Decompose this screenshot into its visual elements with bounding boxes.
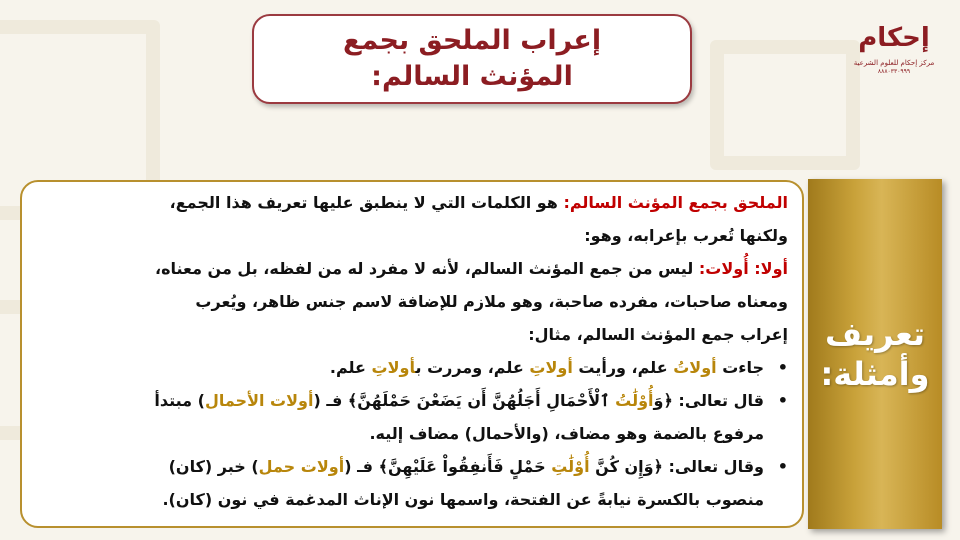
first-item-line-3: إعراب جمع المؤنث السالم، مثال: — [528, 325, 788, 344]
first-item-text: ليس من جمع المؤنث السالم، لأنه لا مفرد له من لفظه، بل من معناه، — [154, 259, 699, 278]
example-text: وقال تعالى: ﴿وَإِن كُنَّ — [589, 457, 764, 476]
highlight-word: أولات الأحمال — [204, 391, 314, 410]
example-text: ٱلْأَحْمَالِ أَجَلُهُنَّ أَن يَضَعْنَ حَمْلَهُنَّ﴾ فـ ( — [313, 391, 616, 410]
example-text: ) مبتدأ — [154, 391, 205, 410]
definition-line-1 — [38, 186, 788, 219]
highlight-word: أولات حمل — [258, 457, 345, 476]
first-item-line-1 — [38, 252, 788, 285]
definition-line-2: ولكنها تُعرب بإعرابه، وهو: — [584, 226, 788, 245]
example-text: قال تعالى: ﴿وَ — [653, 391, 764, 410]
side-panel — [808, 179, 942, 529]
definition-text: هو الكلمات التي لا ينطبق عليها تعريف هذا الجمع، — [169, 193, 564, 212]
highlight-word: أولاتُ — [673, 358, 717, 377]
example-text: ) خبر (كان) — [168, 457, 259, 476]
highlight-word: أُوْلَٰتِ — [551, 457, 590, 476]
title-box — [252, 14, 692, 104]
logo-word: إحكام — [858, 23, 930, 53]
highlight-word: أولاتِ — [529, 358, 573, 377]
background-pattern — [710, 40, 860, 170]
highlight-word: أولاتِ — [371, 358, 416, 377]
example-text: علم، ورأيت — [572, 358, 674, 377]
title-line-2: المؤنث السالم: — [371, 61, 573, 92]
example-text: جاءت — [716, 358, 764, 377]
example-bullet-3 — [38, 450, 788, 483]
example-bullet-2 — [38, 384, 788, 417]
example-text: حَمْلٍ فَأَنفِقُواْ عَلَيْهِنَّ﴾ فـ ( — [344, 457, 552, 476]
logo-subtitle: مركز إحكام للعلوم الشرعية — [853, 59, 935, 67]
title-line-1: إعراب الملحق بجمع — [342, 25, 602, 56]
example-bullet-1 — [38, 351, 788, 384]
first-item-label: أولا: أُولات: — [698, 259, 788, 278]
side-label-line-2: وأمثلة: — [820, 355, 930, 393]
side-label-line-1: تعريف — [824, 315, 926, 353]
example-bullet-2-line-2: مرفوع بالضمة وهو مضاف، (والأحمال) مضاف إليه. — [369, 424, 764, 443]
example-text: علم، ومررت ب — [415, 358, 530, 377]
logo-number: ٨٨٨٠٣٣٠٩٩٩ — [877, 68, 911, 75]
example-bullet-3-line-2: منصوب بالكسرة نيابةً عن الفتحة، واسمها نون الإناث المدغمة في نون (كان). — [162, 490, 764, 509]
content-box — [20, 180, 804, 528]
first-item-line-2: ومعناه صاحبات، مفرده صاحبة، وهو ملازم للإضافة لاسم جنس ظاهر، ويُعرب — [195, 292, 788, 311]
highlight-word: أُوْلَٰتُ — [615, 391, 654, 410]
example-text: علم. — [329, 358, 372, 377]
definition-label: الملحق بجمع المؤنث السالم: — [563, 193, 788, 212]
logo — [848, 18, 940, 96]
